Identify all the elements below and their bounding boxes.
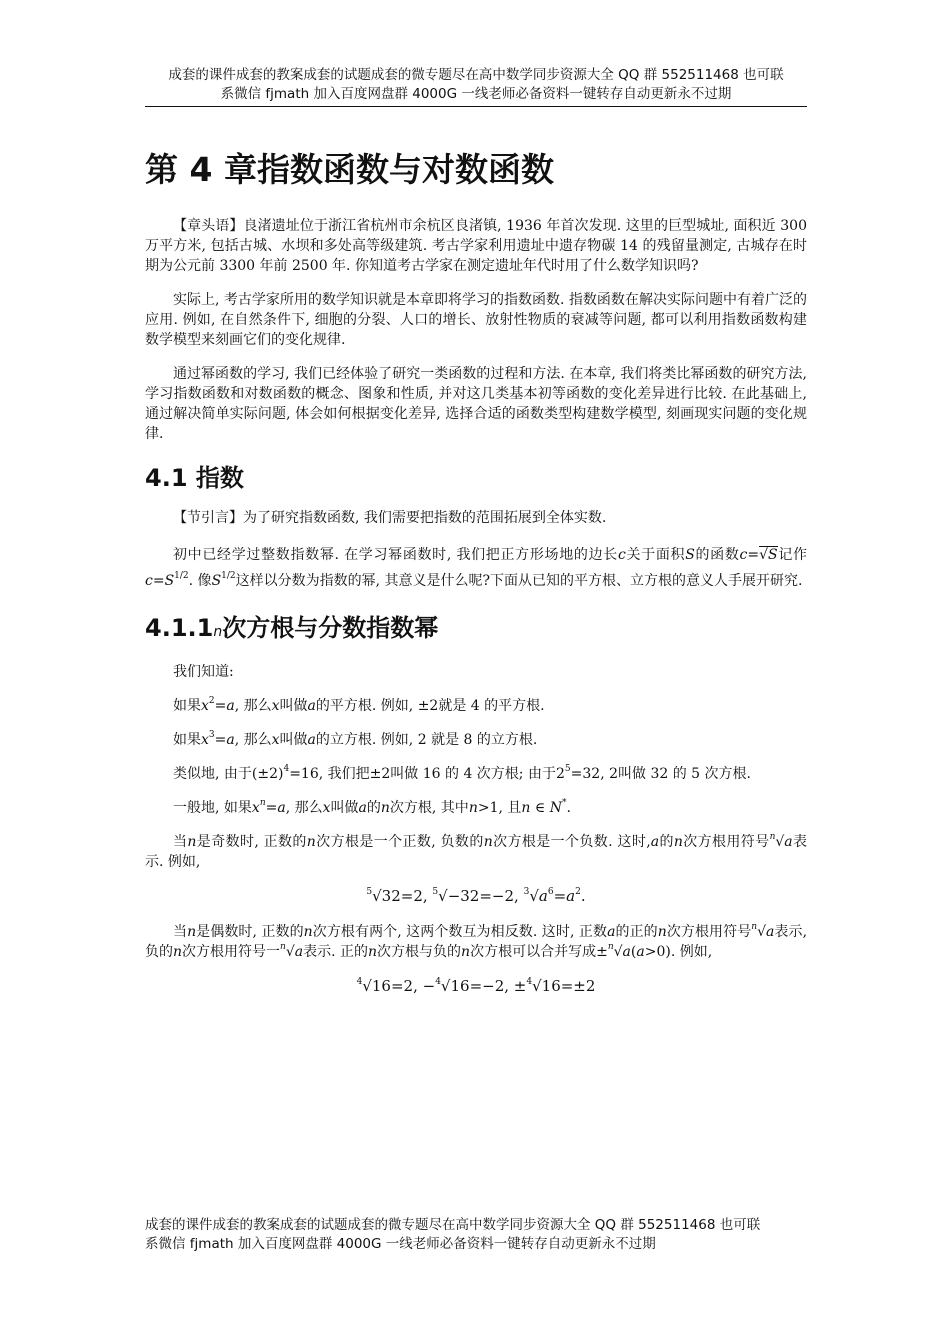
section-4-1-title: 4.1 指数 [145, 464, 244, 492]
intro-paragraph-1: 【章头语】良渚遗址位于浙江省杭州市余杭区良渚镇, 1936 年首次发现. 这里的巨型城址, 面积近 300 万平方米, 包括古城、水坝和多处高等级建筑. 考古学家利用遗址中遗存物碳 14 的残留量测定, 古城存在时期为公元前 3300 年前 2500 年. 你知道考古学家在测定遗址年代时用了什么数学知识吗? [145, 218, 807, 274]
footer-line-1: 成套的课件成套的教案成套的试题成套的微专题尽在高中数学同步资源大全 QQ 群 552511468 也可联 [145, 1217, 761, 1233]
chapter-title: 第 4 章指数函数与对数函数 [145, 150, 554, 189]
page-footer [145, 1216, 807, 1254]
even-root-formula: $^4$√16=2, −$^4$√16=−2, ±$^4$√16=±2 [356, 977, 596, 995]
odd-root-formula: $^5$√32=2, $^5$√−32=−2, $^3√a^6=a^2$. [366, 887, 586, 905]
even-n-paragraph: 当n是偶数时, 正数的n次方根有两个, 这两个数互为相反数. 这时, 正数a的正的n次方根用符号$^n$√a表示, 负的n次方根用符号一$^n$√a表示. 正的n次方根与负的n次方根可以合并写成±$^n$√a(a>0). 例如, [145, 922, 808, 960]
header-line-1: 成套的课件成套的教案成套的试题成套的微专题尽在高中数学同步资源大全 QQ 群 552511468 也可联 [168, 67, 784, 83]
nth-root-definition: 一般地, 如果$x^n=a$, 那么x叫做a的n次方根, 其中n>1, 且n ∈ N*. [173, 798, 571, 816]
intro-paragraph-2: 实际上, 考古学家所用的数学知识就是本章即将学习的指数函数. 指数函数在解决实际问题中有着广泛的应用. 例如, 在自然条件下, 细胞的分裂、人口的增长、放射性物质的衰减等问题, 都可以利用指数函数构建数学模型来刻画它们的变化规律. [145, 292, 807, 348]
section-4-1-1-title: 4.1.1n次方根与分数指数幂 [145, 614, 439, 642]
square-root-definition: 如果$x^2=a$, 那么x叫做a的平方根. 例如, ±2就是 4 的平方根. [173, 696, 545, 714]
power-function-paragraph: 初中已经学过整数指数幂. 在学习幂函数时, 我们把正方形场地的边长c关于面积S的函数c=√S记作$c=S^{1/2}$. 像$S^{1/2}$这样以分数为指数的幂, 其意义是什么呢?下面从已知的平方根、立方根的意义人手展开研究. [145, 547, 808, 589]
odd-n-paragraph: 当n是奇数时, 正数的n次方根是一个正数, 负数的n次方根是一个负数. 这时,a的n次方根用符号$^n$√a表示. 例如, [145, 832, 808, 870]
cube-root-definition: 如果$x^3=a$, 那么x叫做a的立方根. 例如, 2 就是 8 的立方根. [173, 730, 538, 748]
footer-line-2: 系微信 fjmath 加入百度网盘群 4000G 一线老师必备资料一键转存自动更新永不过期 [145, 1236, 656, 1252]
page-header [145, 66, 807, 107]
section-intro-paragraph: 【节引言】为了研究指数函数, 我们需要把指数的范围拓展到全体实数. [173, 510, 607, 526]
header-line-2: 系微信 fjmath 加入百度网盘群 4000G 一线老师必备资料一键转存自动更新永不过期 [220, 86, 732, 102]
similar-examples-paragraph: 类似地, 由于$(\pm 2)^4=16$, 我们把±2叫做 16 的 4 次方根; 由于$2^5=32$, 2叫做 32 的 5 次方根. [173, 764, 751, 782]
main-content [145, 148, 807, 1012]
intro-paragraph-3: 通过幂函数的学习, 我们已经体验了研究一类函数的过程和方法. 在本章, 我们将类比幂函数的研究方法, 学习指数函数和对数函数的概念、图象和性质, 并对这几类基本初等函数的变化差异进行比较. 在此基础上, 通过解决简单实际问题, 体会如何根据变化差异, 选择合适的函数类型构建数学模型, 刻画现实问题的变化规律. [145, 366, 807, 442]
we-know-line: 我们知道: [173, 664, 234, 680]
